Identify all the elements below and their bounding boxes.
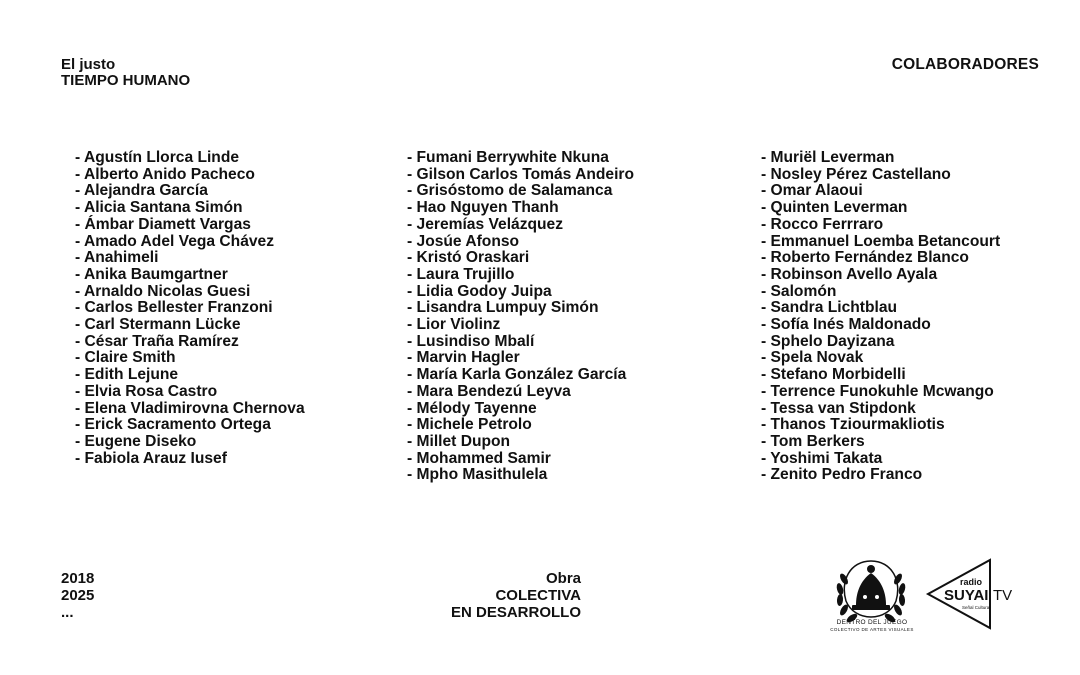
radio-suyai-logo (920, 558, 1020, 630)
years-block (61, 570, 94, 621)
collaborator-name: - Alicia Santana Simón (75, 199, 243, 217)
collaborator-name: - Fumani Berrywhite Nkuna (407, 149, 609, 166)
suyai-name-text: SUYAI (944, 587, 989, 604)
collaborator-name: - Marvin Hagler (407, 349, 520, 367)
collaborators-column-3 (761, 150, 1000, 484)
collaborator-name: - Hao Nguyen Thanh (407, 199, 559, 217)
collaborator-name: - Laura Trujillo (407, 265, 515, 283)
collaborator-name: - Sandra Lichtblau (761, 299, 898, 317)
obra-line-2: COLECTIVA (495, 587, 581, 604)
obra-line-3: EN DESARROLLO (450, 604, 581, 621)
game-piece-icon (852, 565, 890, 610)
collaborator-name: - Mélody Tayenne (407, 399, 537, 417)
collaborator-name: - María Karla González García (407, 366, 627, 384)
collaborator-name: - Rocco Ferrraro (761, 215, 884, 233)
collaborator-name: - Michele Petrolo (407, 416, 532, 434)
collaborator-name: - Eugene Diseko (75, 432, 197, 450)
collaborator-name: - Muriël Leverman (761, 149, 895, 166)
collaborator-name: - Claire Smith (75, 349, 176, 367)
collaborator-name: - Amado Adel Vega Chávez (75, 232, 275, 250)
collaborator-name: - Tessa van Stipdonk (761, 399, 916, 417)
collaborator-name: - Zenito Pedro Franco (761, 466, 923, 484)
collaborator-name: - Lior Violinz (407, 316, 501, 334)
collaborator-name: - Lidia Godoy Juipa (407, 282, 552, 300)
collaborator-name: - Anahimeli (75, 249, 159, 267)
title-line-1: El justo (61, 56, 116, 73)
suyai-tv-text: TV (993, 587, 1013, 604)
collaborators-column-2 (407, 150, 634, 484)
collaborator-name: - Mohammed Samir (407, 449, 551, 467)
collaborator-name: - Grisóstomo de Salamanca (407, 182, 613, 200)
collaborator-name: - Robinson Avello Ayala (761, 265, 938, 283)
year-ellipsis: ... (61, 604, 74, 621)
collaborator-name: - Carlos Bellester Franzoni (75, 299, 273, 317)
collaborator-name: - Stefano Morbidelli (761, 366, 906, 384)
collaborator-name: - Lisandra Lumpuy Simón (407, 299, 599, 317)
collaborator-name: - Sofía Inés Maldonado (761, 316, 931, 334)
dentro-del-juego-name: DENTRO DEL JUEGO (836, 619, 908, 626)
collaborator-name: - Emmanuel Loemba Betancourt (761, 232, 1001, 250)
collaborator-name: - Mpho Masithulela (407, 466, 548, 484)
collaborator-name: - Elvia Rosa Castro (75, 382, 218, 400)
suyai-radio-text: radio (960, 577, 983, 587)
collaborator-name: - Salomón (761, 282, 837, 300)
collaborator-name: - Alberto Anido Pacheco (75, 165, 255, 183)
collaborator-name: - Mara Bendezú Leyva (407, 382, 571, 400)
suyai-tagline-text: Señal Cultural (962, 605, 991, 610)
collaborator-name: - Lusindiso Mbalí (407, 332, 535, 350)
dentro-del-juego-subtitle: COLECTIVO DE ARTES VISUALES (830, 627, 914, 632)
collaborator-name: - Omar Alaoui (761, 182, 863, 200)
collaborator-name: - Spela Novak (761, 349, 864, 367)
collaborator-name: - Erick Sacramento Ortega (75, 416, 271, 434)
obra-line-1: Obra (545, 570, 581, 587)
collaborator-name: - Ámbar Diamett Vargas (75, 215, 251, 233)
collaborator-name: - Roberto Fernández Blanco (761, 249, 969, 267)
collaborator-name: - Terrence Funokuhle Mcwango (761, 382, 994, 400)
collaborator-name: - Sphelo Dayizana (761, 332, 895, 350)
year-end: 2025 (61, 587, 95, 604)
collaborator-name: - Yoshimi Takata (761, 449, 883, 467)
collaborator-name: - Edith Lejune (75, 366, 179, 384)
collaborator-name: - Josúe Afonso (407, 232, 520, 250)
obra-block (451, 570, 581, 621)
collaborator-name: - Thanos Tziourmakliotis (761, 416, 945, 434)
collaborator-name: - Alejandra García (75, 182, 208, 200)
title-line-2: TIEMPO HUMANO (61, 72, 191, 89)
collaborator-name: - Tom Berkers (761, 432, 865, 450)
year-start: 2018 (61, 570, 95, 587)
collaborator-name: - Fabiola Arauz Iusef (75, 449, 227, 467)
collaborator-name: - Anika Baumgartner (75, 265, 228, 283)
section-heading: COLABORADORES (891, 56, 1039, 73)
collaborator-name: - Nosley Pérez Castellano (761, 165, 951, 183)
collaborator-name: - Carl Stermann Lücke (75, 316, 241, 334)
collaborators-column-1 (75, 150, 305, 467)
collaborator-name: - Millet Dupon (407, 432, 511, 450)
collaborator-name: - Gilson Carlos Tomás Andeiro (407, 165, 635, 183)
collaborator-name: - Kristó Oraskari (407, 249, 530, 267)
collaborator-name: - Quinten Leverman (761, 199, 908, 217)
collaborator-name: - Elena Vladimirovna Chernova (75, 399, 305, 417)
collaborator-name: - Agustín Llorca Linde (75, 149, 240, 166)
collaborator-name: - Arnaldo Nicolas Guesi (75, 282, 251, 300)
collaborator-name: - Jeremías Velázquez (407, 215, 564, 233)
title-block (61, 57, 190, 89)
collaborator-name: - César Traña Ramírez (75, 332, 239, 350)
